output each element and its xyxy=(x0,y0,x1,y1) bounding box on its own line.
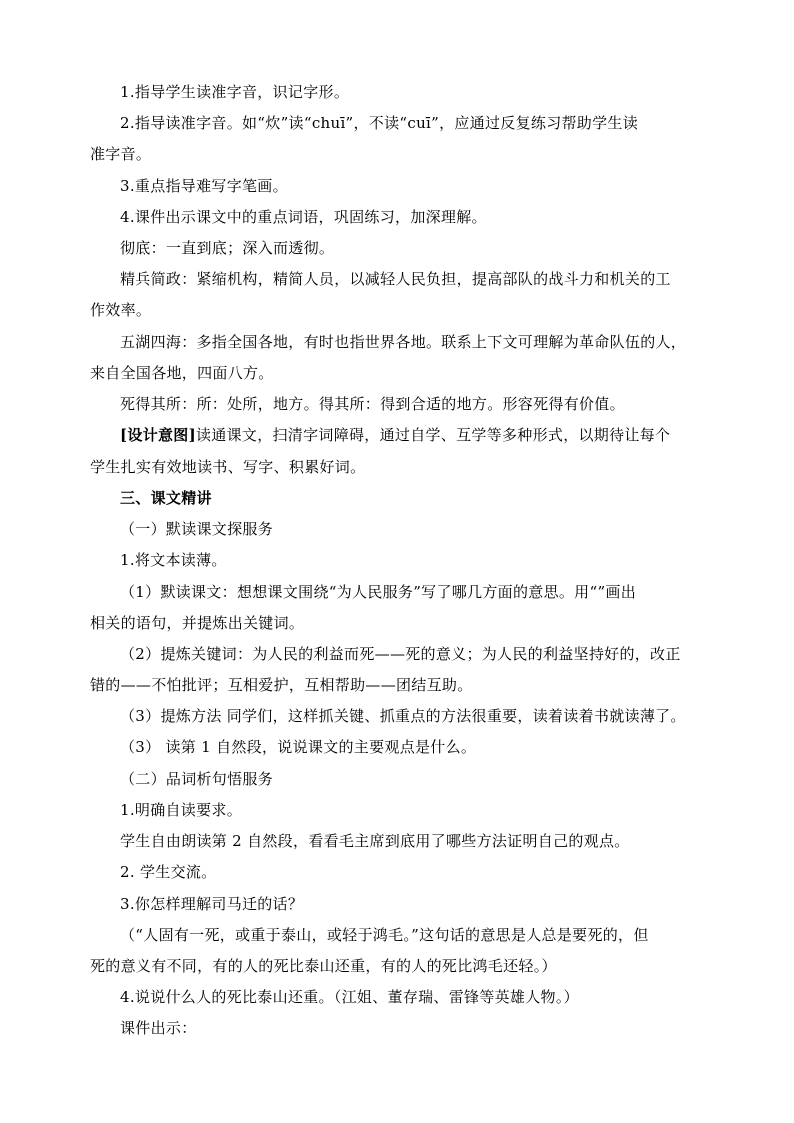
paragraph-line: 4.说说什么人的死比泰山还重。（江姐、董存瑞、雷锋等英雄人物。） xyxy=(120,988,579,1006)
paragraph-line: 死得其所：所：处所，地方。得其所：得到合适的地方。形容死得有价值。 xyxy=(120,395,625,413)
paragraph-line: 1.明确自读要求。 xyxy=(120,801,243,819)
paragraph-line: 学生自由朗读第 2 自然段，看看毛主席到底用了哪些方法证明自己的观点。 xyxy=(120,832,630,850)
paragraph-line: 2.指导读准字音。如“炊”读“chuī”，不读“cuī”，应通过反复练习帮助学生读 xyxy=(120,114,639,132)
paragraph-line: 彻底：一直到底；深入而透彻。 xyxy=(120,239,335,257)
paragraph-line: 课件出示： xyxy=(120,1019,197,1037)
paragraph-line: 五湖四海：多指全国各地，有时也指世界各地。联系上下文可理解为革命队伍的人， xyxy=(120,333,687,351)
paragraph-line: 相关的语句，并提炼出关键词。 xyxy=(90,614,305,632)
subsection-heading: （一）默读课文探服务 xyxy=(120,520,274,538)
design-intent-label: [设计意图] xyxy=(120,426,196,444)
paragraph-line: 3.你怎样理解司马迁的话？ xyxy=(120,895,304,913)
paragraph-line: 1.将文本读薄。 xyxy=(120,551,227,569)
paragraph-line: （3） 读第 1 自然段，说说课文的主要观点是什么。 xyxy=(120,738,477,756)
paragraph-line: （2）提炼关键词：为人民的利益而死——死的意义；为人民的利益坚持好的，改正 xyxy=(120,645,681,663)
paragraph-line: 作效率。 xyxy=(90,301,152,319)
paragraph-line: （3）提炼方法 同学们，这样抓关键、抓重点的方法很重要，读着读着书就读薄了。 xyxy=(120,707,686,725)
paragraph-line: 2. 学生交流。 xyxy=(120,863,217,881)
paragraph-line: （1）默读课文：想想课文围绕“为人民服务”写了哪几方面的意思。用“”画出 xyxy=(120,583,637,601)
design-intent-line xyxy=(120,425,670,445)
paragraph-line: 1.指导学生读准字音，识记字形。 xyxy=(120,83,350,101)
paragraph-line: 精兵简政：紧缩机构，精简人员，以减轻人民负担，提高部队的战斗力和机关的工 xyxy=(120,270,671,288)
paragraph-line: 死的意义有不同，有的人的死比泰山还重，有的人的死比鸿毛还轻。） xyxy=(90,957,557,975)
paragraph-line: 4.课件出示课文中的重点词语，巩固练习，加深理解。 xyxy=(120,208,487,226)
section-heading: 三、课文精讲 xyxy=(120,489,212,507)
paragraph-line: 3.重点指导难写字笔画。 xyxy=(120,177,288,195)
paragraph-line: 准字音。 xyxy=(90,145,152,163)
subsection-heading: （二）品词析句悟服务 xyxy=(120,770,274,788)
paragraph-line: （“人固有一死，或重于泰山，或轻于鸿毛。”这句话的意思是人总是要死的，但 xyxy=(120,926,649,944)
paragraph-line: 错的——不怕批评；互相爱护，互相帮助——团结互助。 xyxy=(90,676,473,694)
paragraph-line: 来自全国各地，四面八方。 xyxy=(90,364,274,382)
design-intent-text: 读通课文，扫清字词障碍，通过自学、互学等多种形式，以期待让每个 xyxy=(196,426,671,444)
paragraph-line: 学生扎实有效地读书、写字、积累好词。 xyxy=(90,458,366,476)
